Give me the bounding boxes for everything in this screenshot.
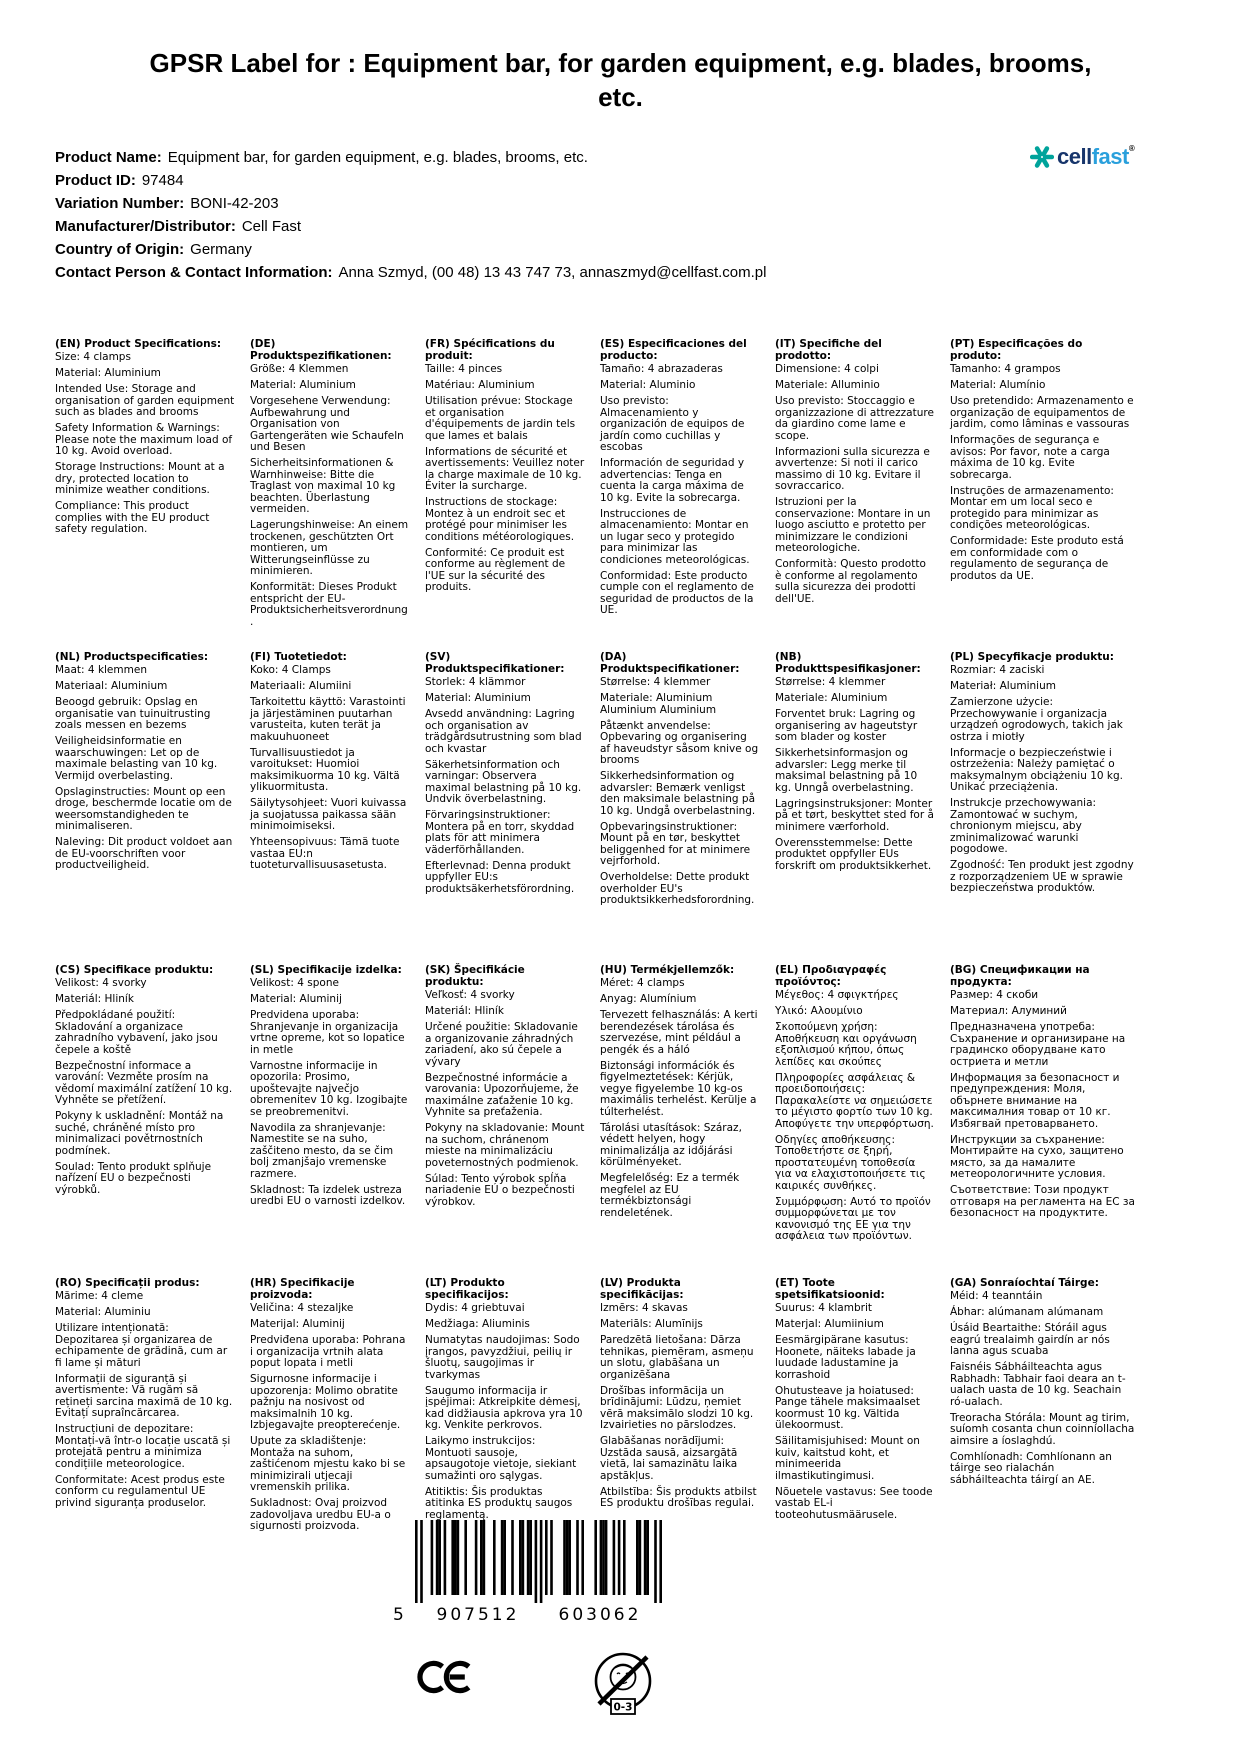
language-block-paragraph: Størrelse: 4 klemmer [775,676,886,688]
language-block-paragraph: Predvidena uporaba: Shranjevanje in organizacija vrtne opreme, kot so lopatice in metle [250,1009,405,1056]
language-block-paragraph: Naleving: Dit product voldoet aan de EU-voorschriften voor productveiligheid. [55,836,233,871]
language-block-paragraph: Conformité: Ce produit est conforme au règlement de l'UE sur la sécurité des produits. [425,546,566,593]
language-block-paragraph: Rozmiar: 4 zaciski [950,664,1045,676]
language-block-pt [950,338,1135,651]
language-block-paragraph: Información de seguridad y advertencias: Tenga en cuenta la carga máxima de 10 kg. Evite la sobrecarga. [600,457,745,504]
language-block-paragraph: Conformità: Questo prodotto è conforme al regolamento sulla sicurezza dei prodotti dell'UE. [775,558,926,605]
language-block-title: (SL) Specifikacije izdelka: [250,964,402,976]
language-block-paragraph: Dimensione: 4 colpi [775,363,879,375]
language-block-paragraph: Tamanho: 4 grampos [950,363,1061,375]
product-info-row [55,215,766,238]
language-block-paragraph: Material: Aluminium [55,367,161,379]
language-block-title: (BG) Спецификации на продукта: [950,964,1090,988]
language-block-paragraph: Sicherheitsinformationen & Warnhinweise: Bitte die Traglast von maximal 10 kg beachten. Überlastung vermeiden. [250,457,396,515]
language-block-sl [250,964,410,1277]
language-block-paragraph: Navodila za shranjevanje: Namestite se na suho, zaščiteno mesto, da se čim bolj zmanjšajo vremenske razmere. [250,1121,394,1180]
age-warning-label: 0-3 [613,1701,633,1714]
language-block-paragraph: Materiale: Alluminio [775,379,880,391]
language-block-paragraph: Biztonsági információk és figyelmeztetések: Kérjük, vegye figyelembe 10 kg-os maximális terhelést. Kerülje a túlterhelést. [600,1059,757,1118]
language-block-paragraph: Størrelse: 4 klemmer [600,676,711,688]
language-block-paragraph: Velikost: 4 spone [250,977,339,989]
product-info-value: Cell Fast [241,218,302,235]
product-info-value: Germany [190,241,252,258]
language-block-paragraph: Skladnost: Ta izdelek ustreza uredbi EU o varnosti izdelkov. [250,1183,406,1207]
language-block-paragraph: Istruzioni per la conservazione: Montare in un luogo asciutto e protetto per minimizzare le condizioni meteorologiche. [775,496,931,554]
language-blocks-grid [55,338,1135,1590]
language-block-hu [600,964,760,1277]
logo-cell-text: cell [1057,144,1092,169]
language-block-de [250,338,410,651]
language-block-title: (DE) Produktspezifikationen: [250,338,392,362]
age-warning-0-3-icon [584,1644,662,1726]
language-block-paragraph: Konformität: Dieses Produkt entspricht der EU-Produktsicherheitsverordnung. [250,581,408,628]
language-block-paragraph: Οδηγίες αποθήκευσης: Τοποθετήστε σε ξηρή, προστατευμένη τοποθεσία για να ελαχιστοποιήσετε τις καιρικές συνθήκες. [775,1133,926,1192]
language-block-es [600,338,760,651]
language-block-paragraph: Σκοπούμενη χρήση: Αποθήκευση και οργάνωση εξοπλισμού κήπου, όπως λεπίδες και σκούπες [775,1021,917,1068]
language-block-paragraph: Zamierzone użycie: Przechowywanie i organizacja urządzeń ogrodowych, takich jak ostrza i miotły [950,696,1123,743]
language-block-paragraph: Materiale: Aluminium [775,692,888,704]
language-block-title: (NB) Produkttspesifikasjoner: [775,651,921,675]
language-block-paragraph: Upute za skladištenje: Montaža na suhom, zaštićenom mjestu kako bi se minimizirali utjecaji vremenskih prilika. [250,1435,406,1493]
language-block-paragraph: Информация за безопасност и предупреждения: Моля, обърнете внимание на максималния товар от 10 кг. Избягвай претоварването. [950,1071,1120,1130]
language-block-paragraph: Zgodność: Ten produkt jest zgodny z rozporządzeniem UE w sprawie bezpieczeństwa produktów. [950,859,1134,894]
product-info-row [55,169,766,192]
language-block-paragraph: Utilisation prévue: Stockage et organisation d'équipements de jardin tels que lames et balais [425,395,576,442]
language-block-fi [250,651,410,964]
language-block-paragraph: Uso previsto: Almacenamiento y organización de equipos de jardín como cuchillas y escobas [600,395,745,453]
language-block-paragraph: Ohutusteave ja hoiatused: Pange tähele maksimaalset koormust 10 kg. Vältida ülekoormust. [775,1384,920,1431]
registered-mark: ® [1128,144,1135,153]
language-block-paragraph: Material: Aluminij [250,993,342,1005]
language-block-paragraph: Lagerungshinweise: An einem trockenen, geschützten Ort montieren, um Witterungseinflüsse zu minimieren. [250,519,409,577]
language-block-paragraph: Predviđena uporaba: Pohrana i organizacija vrtnih alata poput lopata i metli [250,1334,406,1369]
language-block-paragraph: Safety Information & Warnings: Please note the maximum load of 10 kg. Avoid overload. [55,422,233,457]
language-block-paragraph: Storlek: 4 klämmor [425,676,526,688]
language-block-paragraph: Treoracha Stórála: Mount ag tirim, suíomh cosanta chun coinníollacha aimsire a íoslaghdú. [950,1411,1135,1447]
language-block-paragraph: Anyag: Alumínium [600,993,697,1005]
ce-mark-icon [416,1658,472,1700]
language-block-paragraph: Material: Alumínio [950,379,1046,391]
language-block-title: (FR) Spécifications du produit: [425,338,555,362]
product-info-block [55,146,766,284]
product-info-row [55,238,766,261]
ean13-barcode [393,1520,683,1630]
language-block-paragraph: Material: Aluminiu [55,1306,151,1318]
language-block-title: (EL) Προδιαγραφές προϊόντος: [775,964,887,988]
language-block-paragraph: Yhteensopivuus: Tämä tuote vastaa EU:n tuoteturvallisuusasetusta. [250,836,400,871]
language-block-paragraph: Säkerhetsinformation och varningar: Observera maximal belastning på 10 kg. Undvik överbelastning. [425,758,582,805]
language-block-paragraph: Veiligheidsinformatie en waarschuwingen: Let op de maximale belasting van 10 kg. Vermijd overbelasting. [55,735,218,782]
language-block-title: (RO) Specificații produs: [55,1277,200,1289]
language-block-title: (CS) Specifikace produktu: [55,964,214,976]
language-block-paragraph: Suurus: 4 klambrit [775,1302,872,1314]
language-block-paragraph: Numatytas naudojimas: Sodo įrangos, pavyzdžiui, peilių ir šluotų, saugojimas ir tvarkymas [425,1334,580,1381]
language-block-ga [950,1277,1135,1590]
page-title: GPSR Label for : Equipment bar, for garden equipment, e.g. blades, brooms, etc. [149,48,1092,113]
language-block-paragraph: Paredzētā lietošana: Dārza tehnikas, piemēram, asmeņu un slotu, glabāšana un organizēšana [600,1334,754,1381]
language-block-paragraph: Overholdelse: Dette produkt overholder EU's produktsikkerhedsforordning. [600,871,755,906]
language-block-paragraph: Méret: 4 clamps [600,977,685,989]
barcode-right-group: 603062 [558,1605,642,1625]
language-block-paragraph: Material: Aluminium [250,379,356,391]
language-block-it [775,338,935,651]
language-block-paragraph: Atitiktis: Šis produktas atitinka ES produktų saugos reglamentą. [425,1485,573,1521]
language-block-paragraph: Säilitamisjuhised: Mount on kuiv, kaitstud koht, et minimeerida ilmastikutingimusi. [775,1435,920,1482]
language-block-paragraph: Intended Use: Storage and organisation of garden equipment such as blades and brooms [55,383,235,418]
language-block-ro [55,1277,235,1590]
language-block-paragraph: Material: Aluminium [425,692,531,704]
language-block-paragraph: Съответствие: Този продукт отговаря на регламента на ЕС за безопасност на продуктите. [950,1184,1135,1219]
language-block-paragraph: Maat: 4 klemmen [55,664,147,676]
language-block-paragraph: Materiale: Aluminium Aluminium Aluminium [600,692,717,716]
language-block-paragraph: Säilytysohjeet: Vuori kuivassa ja suojatussa paikassa sään minimoimiseksi. [250,797,407,832]
language-block-paragraph: Förvaringsinstruktioner: Montera på en torr, skyddad plats för att minimera väderförhållanden. [425,809,575,856]
language-block-paragraph: Conformidade: Este produto está em conformidade com o regulamento de segurança de produtos da UE. [950,535,1124,582]
language-block-paragraph: Υλικό: Αλουμίνιο [775,1005,863,1017]
language-block-paragraph: Drošības informācija un brīdinājumi: Lūdzu, ņemiet vērā maksimālo slodzi 10 kg. Izvairieties no pārslodzes. [600,1384,754,1431]
language-block-paragraph: Предназначена употреба: Съхранение и организиране на градинско оборудване като остриета и метли [950,1021,1126,1068]
language-block-paragraph: Tárolási utasítások: Száraz, védett helyen, hogy minimalizálja az időjárási körülményeket. [600,1121,742,1168]
product-info-label: Product Name: [55,149,162,166]
language-block-pl [950,651,1135,964]
barcode-bars [393,1520,683,1604]
language-block-paragraph: Instrucțiuni de depozitare: Montați-vă într-o locație uscată și protejată pentru a minimiza condițiile meteorologice. [55,1423,231,1470]
language-block-paragraph: Vorgesehene Verwendung: Aufbewahrung und Organisation von Gartengeräten wie Schaufeln und Besen [250,395,404,453]
language-block-paragraph: Avsedd användning: Lagring och organisation av trädgårdsutrustning som blad och kvastar [425,708,582,755]
language-block-paragraph: Informations de sécurité et avertissements: Veuillez noter la charge maximale de 10 kg. Éviter la surcharge. [425,445,585,492]
language-block-paragraph: Инструкции за съхранение: Монтирайте на сухо, защитено място, за да намалите метеорологичните условия. [950,1133,1124,1180]
language-block-paragraph: Předpokládané použití: Skladování a organizace zahradního vybavení, jako jsou čepele a koště [55,1009,218,1056]
language-block-paragraph: Materiaal: Aluminium [55,680,168,692]
language-block-paragraph: Informații de siguranță și avertismente: Vă rugăm să rețineți sarcina maximă de 10 kg. Evitați supraîncărcarea. [55,1372,233,1419]
language-block-nl [55,651,235,964]
language-block-hr [250,1277,410,1590]
language-block-paragraph: Materiál: Hliník [425,1005,504,1017]
language-block-paragraph: Πληροφορίες ασφάλειας & προειδοποιήσεις: Παρακαλείστε να σημειώσετε το μέγιστο φορτίο των 10 kg. Αποφύγετε την υπερφόρτωση. [775,1071,934,1130]
language-block-title: (LV) Produkta specifikācijas: [600,1277,684,1301]
product-info-value: BONI-42-203 [190,195,279,212]
product-info-label: Variation Number: [55,195,185,212]
language-block-paragraph: Pokyny na skladovanie: Mount na suchom, chránenom mieste na minimalizáciu poveternostných podmienok. [425,1122,585,1169]
language-block-paragraph: Určené použitie: Skladovanie a organizovanie záhradných zariadení, ako sú čepele a vývary [425,1021,578,1068]
language-block-paragraph: Compliance: This product complies with the EU product safety regulation. [55,500,210,535]
language-block-paragraph: Eesmärgipärane kasutus: Hoonete, näiteks labade ja luudade ladustamine ja korrashoid [775,1334,916,1381]
language-block-paragraph: Opslaginstructies: Mount op een droge, beschermde locatie om de weersomstandigheden te minimaliseren. [55,785,232,832]
language-block-paragraph: Faisnéis Sábháilteachta agus Rabhadh: Tabhair faoi deara an t-ualach uasta de 10 kg. Seachain ró-ualach. [950,1361,1126,1408]
language-block-paragraph: Laikymo instrukcijos: Montuoti sausoje, apsaugotoje vietoje, siekiant sumažinti oro sąlygas. [425,1435,577,1482]
product-info-label: Product ID: [55,172,136,189]
language-block-paragraph: Instruções de armazenamento: Montar em um local seco e protegido para minimizar as condições meteorológicas. [950,484,1114,531]
language-block-paragraph: Medžiaga: Aliuminis [425,1318,530,1330]
language-block-paragraph: Informações de segurança e avisos: Por favor, note a carga máxima de 10 kg. Evite sobrecarga. [950,434,1110,481]
language-block-paragraph: Forventet bruk: Lagring og organisering av hageutstyr som blader og koster [775,708,918,743]
language-block-paragraph: Conformitate: Acest produs este conform cu regulamentul UE privind siguranța produselor. [55,1473,225,1509]
language-block-paragraph: Taille: 4 pinces [425,363,503,375]
product-info-value: Anna Szmyd, (00 48) 13 43 747 73, annaszmyd@cellfast.com.pl [338,264,767,281]
language-block-paragraph: Materiał: Aluminium [950,680,1056,692]
language-block-da [600,651,760,964]
language-block-paragraph: Glabāšanas norādījumi: Uzstāda sausā, aizsargātā vietā, lai samazinātu laika apstākļus. [600,1435,738,1482]
language-block-paragraph: Veľkosť: 4 svorky [425,989,515,1001]
language-block-paragraph: Koko: 4 Clamps [250,664,331,676]
language-block-title: (ET) Toote spetsifikatsioonid: [775,1277,885,1301]
language-block-paragraph: Materiāls: Alumīnijs [600,1318,703,1330]
language-block-title: (ES) Especificaciones del producto: [600,338,747,362]
product-info-label: Contact Person & Contact Information: [55,264,333,281]
language-block-paragraph: Informacje o bezpieczeństwie i ostrzeżenia: Należy pamiętać o maksymalnym obciążeniu 10 kg. Unikać przeciążenia. [950,746,1123,793]
flower-icon [1030,145,1054,169]
language-block-paragraph: Veličina: 4 stezaljke [250,1302,354,1314]
language-block-paragraph: Matériau: Aluminium [425,379,535,391]
language-block-sv [425,651,585,964]
language-block-paragraph: Mărime: 4 cleme [55,1290,144,1302]
language-block-paragraph: Soulad: Tento produkt splňuje nařízení EU o bezpečnosti výrobků. [55,1160,212,1196]
product-info-label: Country of Origin: [55,241,185,258]
language-block-paragraph: Материал: Алуминий [950,1005,1067,1017]
barcode-lead-digit: 5 [393,1605,407,1625]
language-block-nb [775,651,935,964]
language-block-paragraph: Bezpečnostné informácie a varovania: Upozorňujeme, že maximálne zaťaženie 10 kg. Vyhnite sa preťaženia. [425,1071,579,1118]
language-block-paragraph: Instrukcje przechowywania: Zamontować w suchym, chronionym miejscu, aby zminimalizować warunki pogodowe. [950,797,1097,855]
language-block-title: (SK) Špecifikácie produktu: [425,964,525,988]
language-block-title: (DA) Produktspecifikationer: [600,651,740,675]
language-block-cs [55,964,235,1277]
language-block-paragraph: Material: Aluminio [600,379,696,391]
language-block-paragraph: Размер: 4 скоби [950,989,1039,1001]
language-block-title: (HR) Specifikacije proizvoda: [250,1277,355,1301]
language-block-paragraph: Utilizare intenționată: Depozitarea și organizarea de echipamente de grădină, cum ar fi lame și mături [55,1322,228,1369]
language-block-paragraph: Lagringsinstruksjoner: Monter på et tørt, beskyttet sted for å minimere værforhold. [775,797,934,833]
language-block-paragraph: Overensstemmelse: Dette produktet oppfyller EUs forskrift om produktsikkerhet. [775,836,932,872]
language-block-paragraph: Izmērs: 4 skavas [600,1302,688,1314]
language-block-title: (PL) Specyfikacje produktu: [950,651,1114,663]
language-block-el [775,964,935,1277]
language-block-paragraph: Dydis: 4 griebtuvai [425,1302,525,1314]
language-block-paragraph: Efterlevnad: Denna produkt uppfyller EU:s produktsäkerhetsförordning. [425,859,575,895]
product-info-row [55,261,766,284]
language-block-paragraph: Velikost: 4 svorky [55,977,147,989]
language-block-paragraph: Atbilstība: Šis produkts atbilst ES produktu drošības regulai. [600,1485,757,1509]
language-block-paragraph: Opbevaringsinstruktioner: Mount på en tør, beskyttet beliggenhed for at minimere vejrforhold. [600,820,751,867]
language-block-paragraph: Sigurnosne informacije i upozorenja: Molimo obratite pažnju na nosivost od maksimalnih 10 kg. Izbjegavajte preopterećenje. [250,1373,401,1431]
language-block-paragraph: Pokyny k uskladnění: Montáž na suché, chráněné místo pro minimalizaci povětrnostních podmínek. [55,1110,224,1157]
language-block-paragraph: Μέγεθος: 4 σφιγκτήρες [775,989,899,1001]
language-block-fr [425,338,585,651]
language-block-bg [950,964,1135,1277]
language-block-paragraph: Beoogd gebruik: Opslag en organisatie van tuinuitrusting zoals messen en bezems [55,696,211,731]
language-block-paragraph: Storage Instructions: Mount at a dry, protected location to minimize weather conditions. [55,461,225,496]
product-info-label: Manufacturer/Distributor: [55,218,236,235]
language-block-title: (FI) Tuotetiedot: [250,651,347,663]
language-block-paragraph: Größe: 4 Klemmen [250,363,349,375]
language-block-paragraph: Tervezett felhasználás: A kerti berendezések tárolása és szervezése, mint például a pengék és a háló [600,1009,758,1056]
language-block-title: (NL) Productspecificaties: [55,651,209,663]
language-block-title: (PT) Especificações do produto: [950,338,1083,362]
language-block-paragraph: Megfelelőség: Ez a termék megfelel az EU termékbiztonsági rendeletének. [600,1172,740,1219]
language-block-paragraph: Sukladnost: Ovaj proizvod zadovoljava uredbu EU-a o sigurnosti proizvoda. [250,1497,391,1532]
language-block-paragraph: Tamaño: 4 abrazaderas [600,363,723,375]
language-block-en [55,338,235,651]
language-block-paragraph: Påtænkt anvendelse: Opbevaring og organisering af haveudstyr såsom knive og brooms [600,719,759,766]
language-block-sk [425,964,585,1277]
language-block-paragraph: Materijal: Aluminij [250,1318,345,1330]
language-block-paragraph: Súlad: Tento výrobok spĺňa nariadenie EÚ o bezpečnosti výrobkov. [425,1172,575,1208]
logo-fast-text: fast [1091,144,1129,169]
language-block-et [775,1277,935,1590]
language-block-paragraph: Comhlíonadh: Comhlíonann an táirge seo rialachán sábháilteachta táirgí an AE. [950,1450,1112,1486]
language-block-paragraph: Saugumo informacija ir įspėjimai: Atkreipkite dėmesį, kad didžiausia apkrova yra 10 kg. Venkite perkrovos. [425,1384,583,1431]
language-block-paragraph: Informazioni sulla sicurezza e avvertenze: Si noti il carico massimo di 10 kg. Evitare il sovraccarico. [775,445,930,492]
product-info-value: Equipment bar, for garden equipment, e.g. blades, brooms, etc. [167,149,588,166]
language-block-paragraph: Sikkerhedsinformation og advarsler: Bemærk venligst den maksimale belastning på 10 kg. Undgå overbelastning. [600,770,756,817]
language-block-paragraph: Turvallisuustiedot ja varoitukset: Huomioi maksimikuorma 10 kg. Vältä ylikuormitusta. [250,746,400,793]
language-block-paragraph: Tarkoitettu käyttö: Varastointi ja järjestäminen puutarhan varusteita, kuten terät ja makuuhuoneet [250,696,406,743]
language-block-paragraph: Uso pretendido: Armazenamento e organização de equipamentos de jardim, como lâminas e vassouras [950,395,1134,430]
language-block-paragraph: Varnostne informacije in opozorila: Prosimo, upoštevajte največjo obremenitev 10 kg. Izogibajte se preobremenitvi. [250,1059,408,1118]
language-block-paragraph: Instructions de stockage: Montez à un endroit sec et protégé pour minimiser les conditions météorologiques. [425,496,575,543]
cellfast-logo [1030,144,1134,170]
language-block-paragraph: Ábhar: alúmanam alúmanam [950,1306,1104,1318]
language-block-paragraph: Sikkerhetsinformasjon og advarsler: Legg merke til maksimal belastning på 10 kg. Unngå overbelastning. [775,747,918,794]
language-block-title: (SV) Produktspecifikationer: [425,651,565,675]
language-block-paragraph: Méid: 4 teanntáin [950,1290,1043,1302]
language-block-title: (HU) Termékjellemzők: [600,964,735,976]
language-block-paragraph: Size: 4 clamps [55,351,131,363]
logo-text [1057,144,1134,170]
barcode-left-group: 907512 [436,1605,520,1625]
language-block-paragraph: Materjal: Alumiinium [775,1318,884,1330]
language-block-paragraph: Uso previsto: Stoccaggio e organizzazione di attrezzature da giardino come lame e scope. [775,395,934,442]
language-block-paragraph: Συμμόρφωση: Αυτό το προϊόν συμμορφώνεται με τον κανονισμό της ΕΕ για την ασφάλεια των προϊόντων. [775,1195,931,1242]
product-info-row [55,192,766,215]
language-block-title: (LT) Produkto specifikacijos: [425,1277,509,1301]
product-info-value: 97484 [141,172,184,189]
language-block-title: (EN) Product Specifications: [55,338,222,350]
language-block-paragraph: Materiaali: Alumiini [250,680,352,692]
language-block-paragraph: Bezpečnostní informace a varování: Vezměte prosím na vědomí maximální zatížení 10 kg. Vyhněte se přetížení. [55,1059,233,1106]
language-block-paragraph: Materiál: Hliník [55,993,134,1005]
language-block-paragraph: Úsáid Beartaithe: Stóráil agus eagrú trealaimh gairdín ar nós lanna agus scuaba [950,1322,1110,1357]
language-block-title: (GA) Sonraíochtaí Táirge: [950,1277,1099,1289]
language-block-paragraph: Nõuetele vastavus: See toode vastab EL-i tooteohutusmäärusele. [775,1485,933,1521]
language-block-paragraph: Conformidad: Este producto cumple con el reglamento de seguridad de productos de la UE. [600,569,754,616]
language-block-title: (IT) Specifiche del prodotto: [775,338,882,362]
language-block-paragraph: Instrucciones de almacenamiento: Montar en un lugar seco y protegido para minimizar las condiciones meteorológicas. [600,507,750,566]
product-info-row [55,146,766,169]
